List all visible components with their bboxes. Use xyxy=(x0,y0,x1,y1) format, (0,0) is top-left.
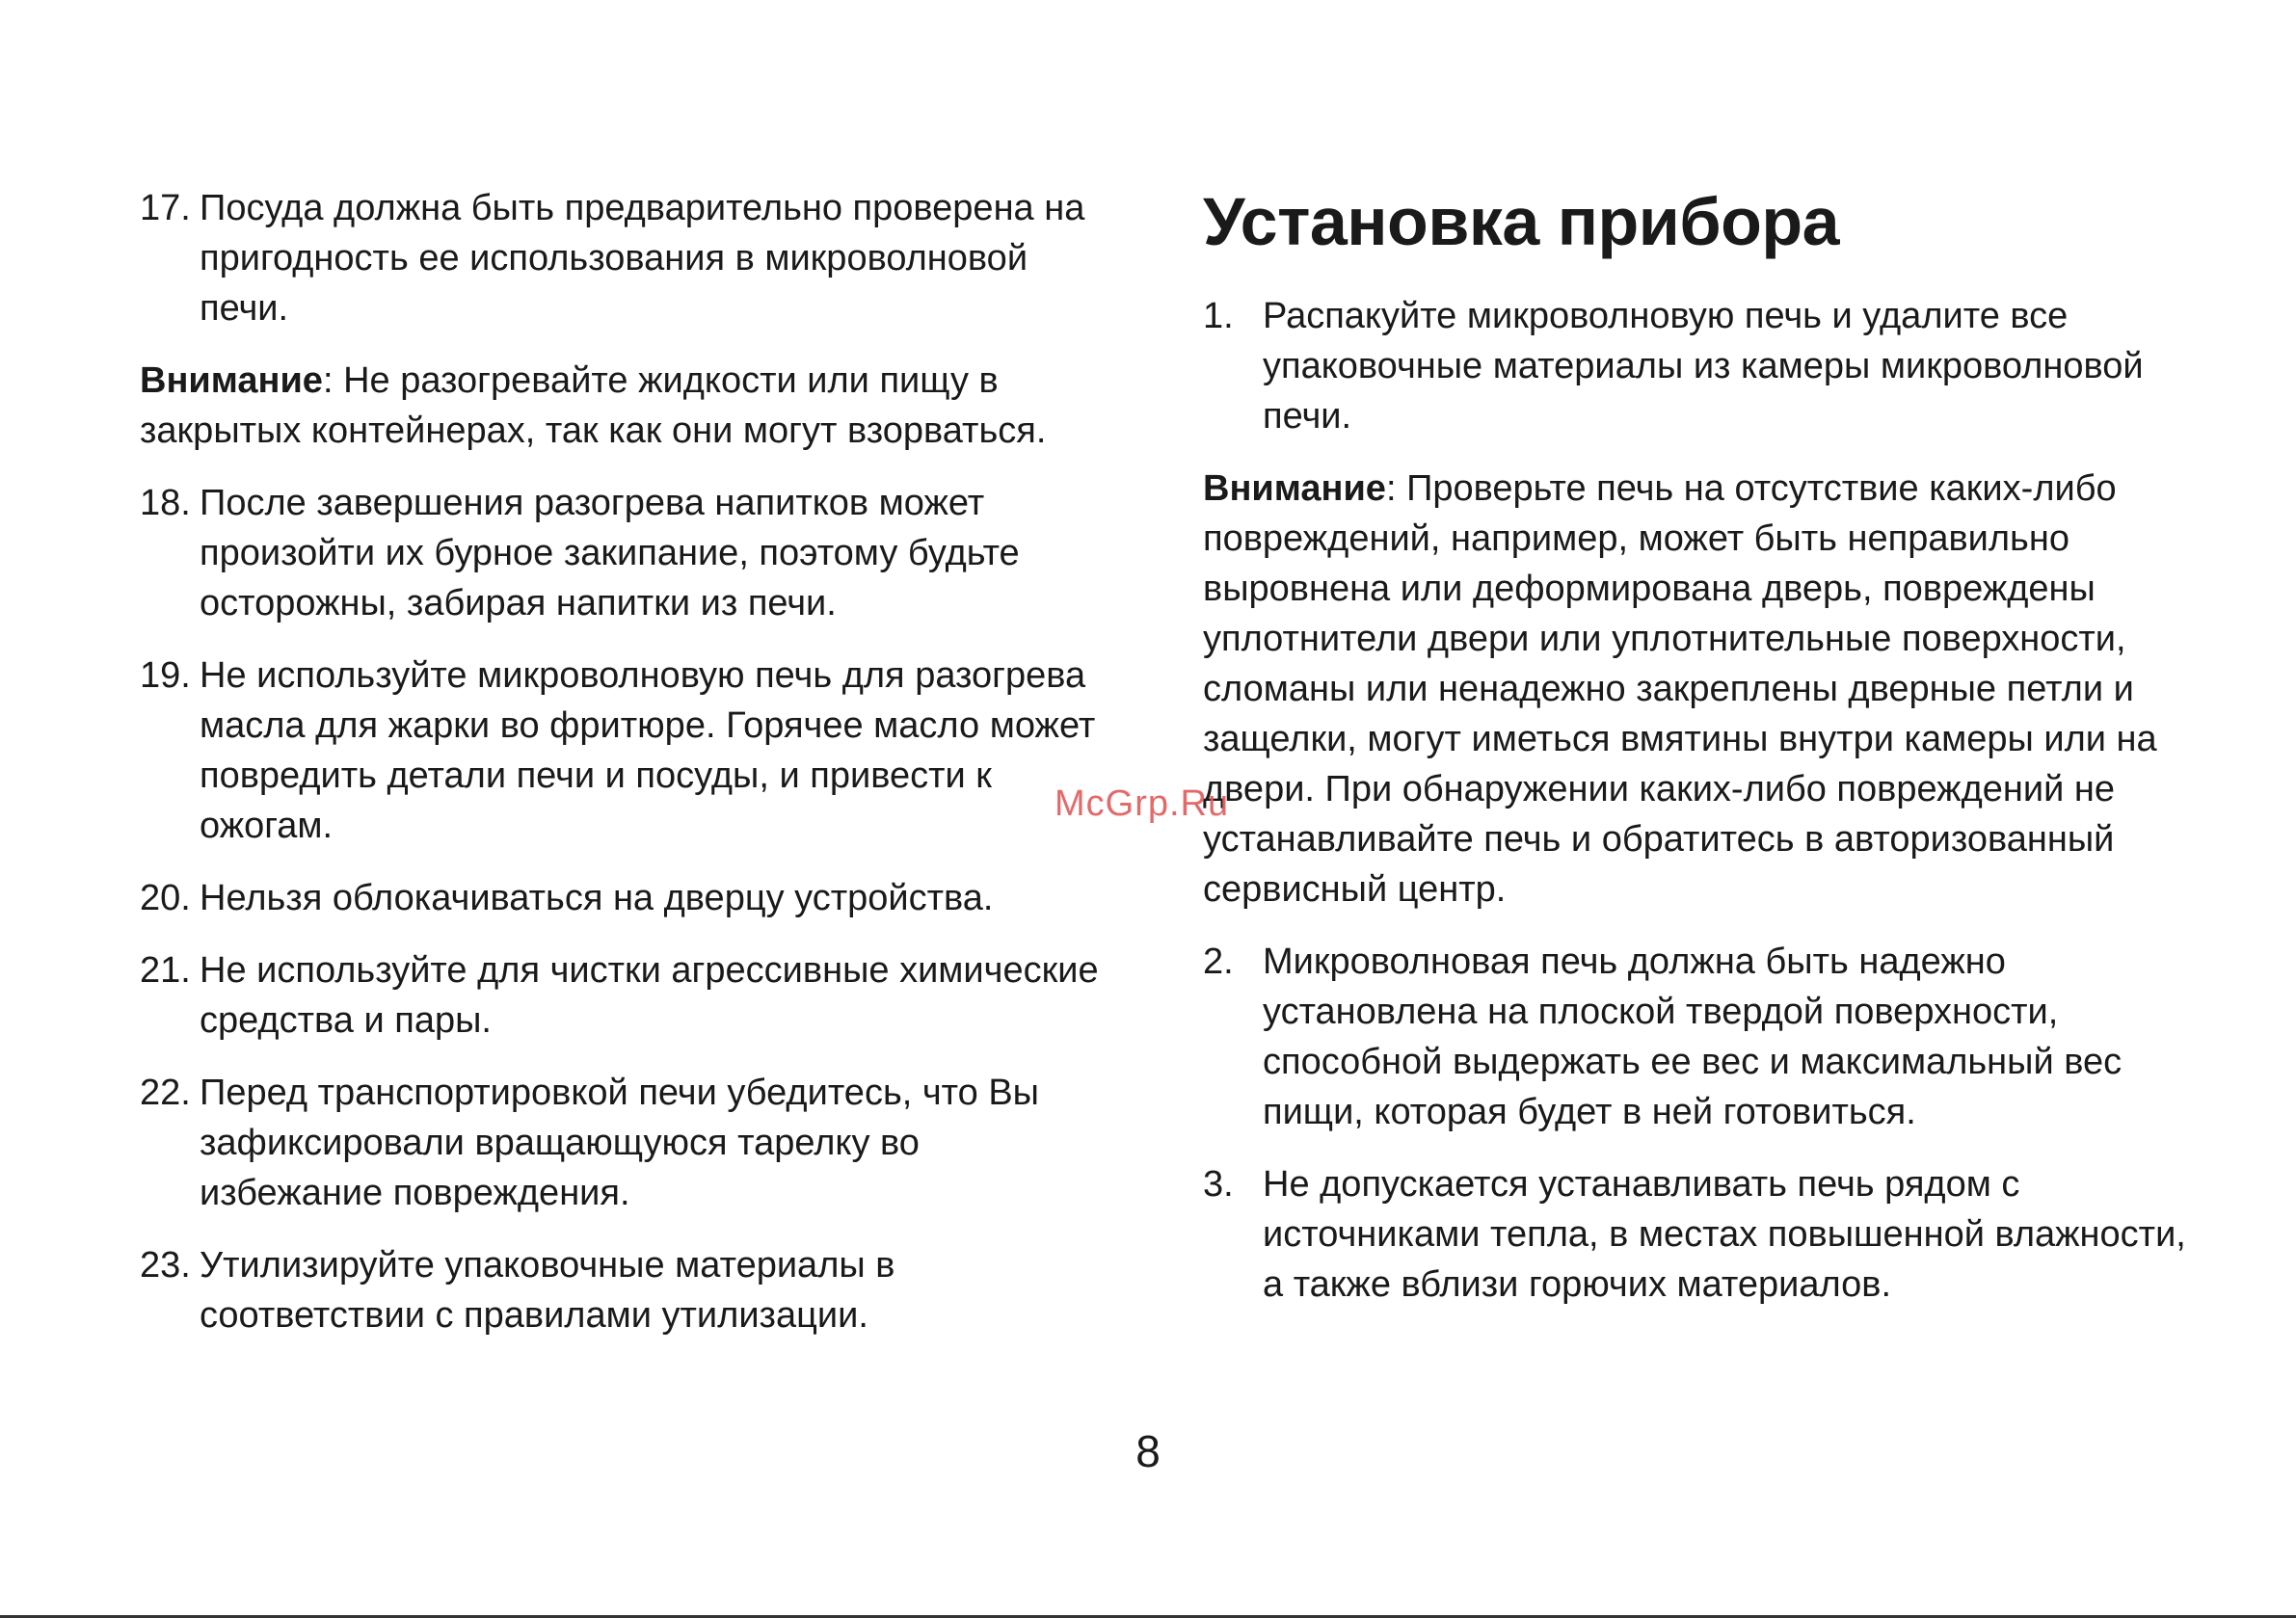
item-text: Микроволновая печь должна быть надежно установлена на плоской твердой поверхности, способной выдержать ее вес и максимальный вес пищи, которая будет в ней готовиться. xyxy=(1263,942,2122,1132)
installation-list-part-1 xyxy=(1203,291,2186,441)
item-text: Перед транспортировкой печи убедитесь, что Вы зафиксировали вращающуюся тарелку во избежание повреждения. xyxy=(200,1073,1039,1213)
list-item xyxy=(140,478,1104,628)
item-text: После завершения разогрева напитков может произойти их бурное закипание, поэтому будьте осторожны, забирая напитки из печи. xyxy=(200,483,1020,623)
list-item xyxy=(140,1240,1104,1340)
warning-note xyxy=(1203,464,2186,915)
item-text: Посуда должна быть предварительно проверена на пригодность ее использования в микроволновой печи. xyxy=(200,188,1085,329)
item-text: Нельзя облокачиваться на дверцу устройства. xyxy=(200,878,994,918)
item-text: Не допускается устанавливать печь рядом с источниками тепла, в местах повышенной влажности, а также вблизи горючих материалов. xyxy=(1263,1164,2186,1305)
safety-list-part-2 xyxy=(140,478,1104,1340)
section-heading: Установка прибора xyxy=(1203,184,1840,259)
warning-text: : Проверьте печь на отсутствие каких-либо повреждений, например, может быть неправильно выровнена или деформирована дверь, повреждены уплотнители двери или уплотнительные поверхности, сломаны или ненадежно закреплены дверные петли и защелки, могут иметься вмятины внутри камеры или на двери. При обнаружении каких-либо повреждений не устанавливайте печь и обратитесь в авторизованный сервисный центр. xyxy=(1203,468,2157,910)
item-text: Не используйте микроволновую печь для разогрева масла для жарки во фритюре. Горячее масло может повредить детали печи и посуды, и привести к ожогам. xyxy=(200,655,1096,846)
list-item xyxy=(1203,1159,2186,1310)
warning-text: : Не разогревайте жидкости или пищу в закрытых контейнерах, так как они могут взорваться. xyxy=(140,360,1047,451)
list-item xyxy=(140,650,1104,851)
left-column xyxy=(140,183,1104,1363)
item-number: 2. xyxy=(1203,942,1234,982)
list-item xyxy=(1203,291,2186,441)
safety-list-part-1 xyxy=(140,183,1104,333)
item-number: 1. xyxy=(1203,296,1234,336)
warning-label: Внимание xyxy=(1203,468,1386,509)
list-item xyxy=(140,945,1104,1046)
item-number: 18. xyxy=(140,483,191,523)
page-number: 8 xyxy=(1135,1426,1161,1476)
list-item xyxy=(140,1068,1104,1218)
item-number: 20. xyxy=(140,878,191,918)
item-number: 22. xyxy=(140,1073,191,1113)
warning-note xyxy=(140,356,1104,456)
item-number: 3. xyxy=(1203,1164,1234,1205)
list-item xyxy=(1203,937,2186,1137)
item-text: Распакуйте микроволновую печь и удалите все упаковочные материалы из камеры микроволновой печи. xyxy=(1263,296,2144,437)
item-text: Утилизируйте упаковочные материалы в соответствии с правилами утилизации. xyxy=(200,1245,895,1336)
list-item xyxy=(140,873,1104,923)
warning-label: Внимание xyxy=(140,360,323,401)
item-number: 23. xyxy=(140,1245,191,1286)
watermark: McGrp.Ru xyxy=(1055,783,1230,824)
item-number: 21. xyxy=(140,950,191,991)
item-number: 17. xyxy=(140,188,191,228)
installation-list-part-2 xyxy=(1203,937,2186,1310)
right-column xyxy=(1203,181,2186,1332)
list-item xyxy=(140,183,1104,333)
item-number: 19. xyxy=(140,655,191,696)
item-text: Не используйте для чистки агрессивные химические средства и пары. xyxy=(200,950,1099,1041)
